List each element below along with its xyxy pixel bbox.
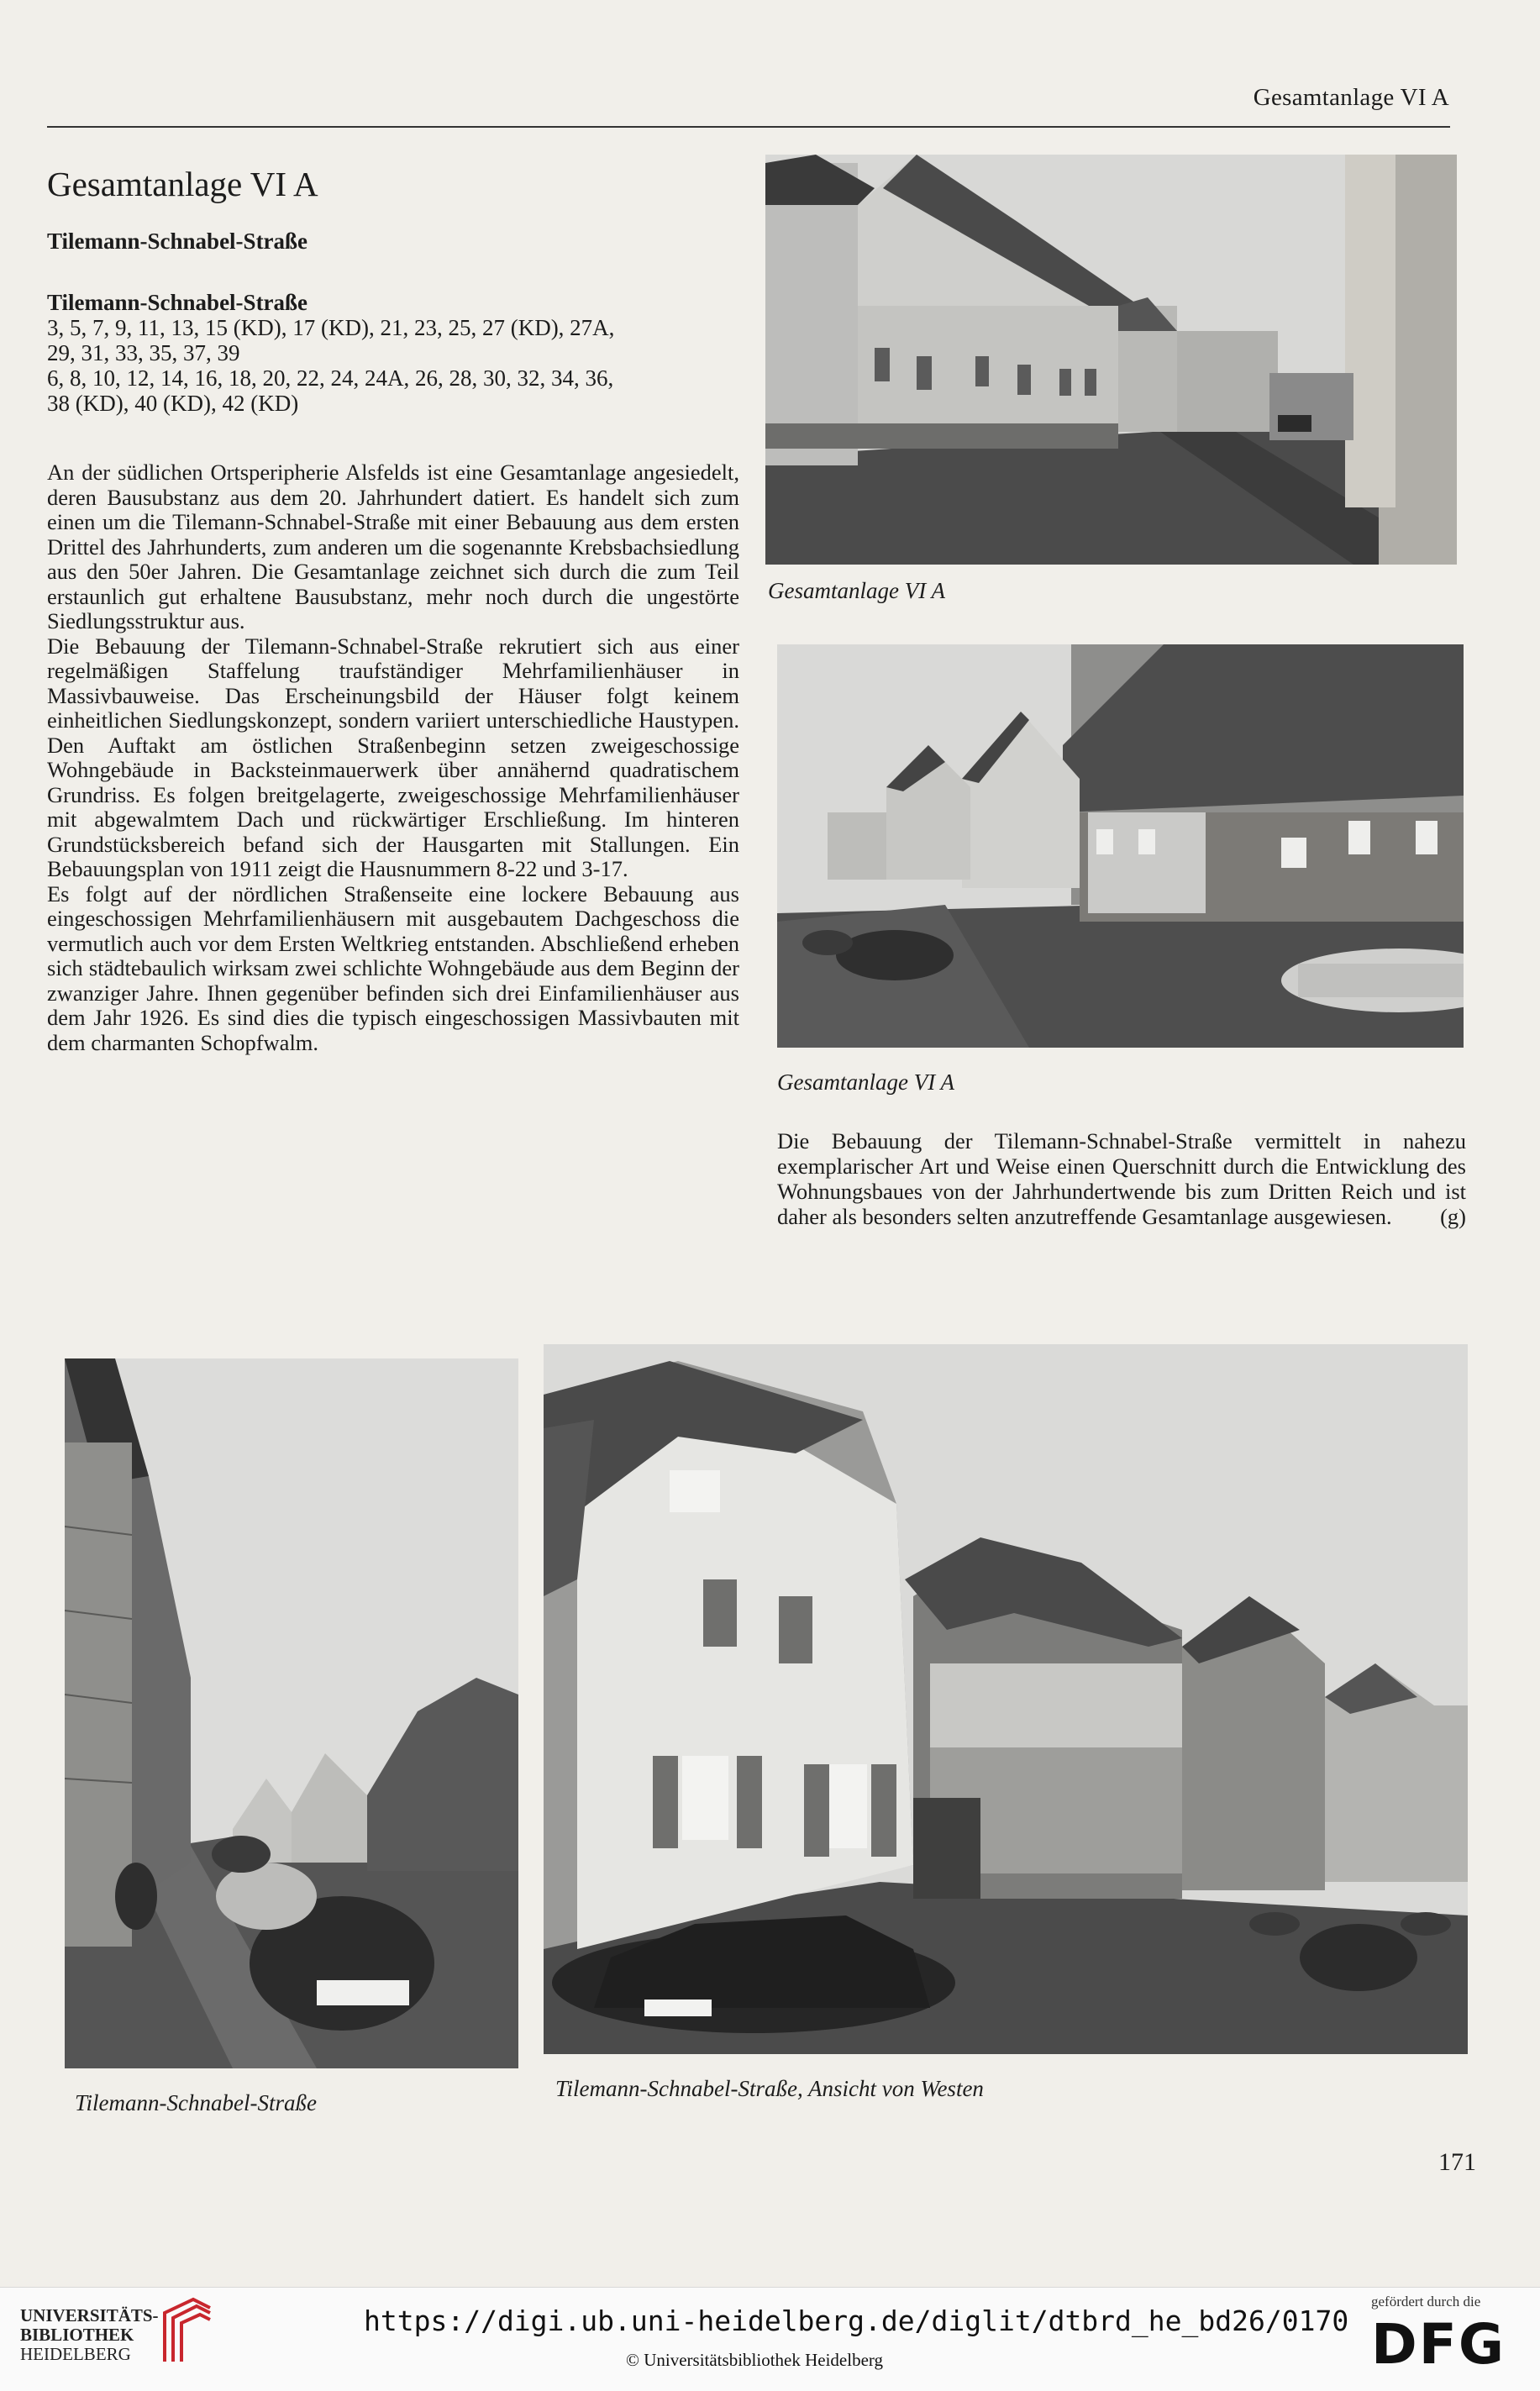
author-sigil: (g) [1440, 1204, 1466, 1229]
page-title: Gesamtanlage VI A [47, 165, 318, 203]
address-line: 6, 8, 10, 12, 14, 16, 18, 20, 22, 24, 24A, 26, 28, 30, 32, 34, 36, [47, 365, 614, 391]
right-column-text [777, 1128, 1466, 1229]
photo-caption-2: Gesamtanlage VI A [777, 1069, 954, 1095]
photo-caption-4: Tilemann-Schnabel-Straße, Ansicht von Westen [555, 2076, 984, 2101]
funding-note: gefördert durch die [1371, 2294, 1481, 2310]
library-logo-icon [160, 2296, 215, 2363]
photo-caption-3: Tilemann-Schnabel-Straße [75, 2090, 317, 2115]
viewer-footer [0, 2287, 1540, 2391]
page-number: 171 [1438, 2148, 1476, 2176]
address-line: 29, 31, 33, 35, 37, 39 [47, 340, 240, 365]
library-logo[interactable] [20, 2306, 159, 2364]
body-paragraph: Die Bebauung der Tilemann-Schnabel-Straße rekrutiert sich aus einer regelmäßigen Staffelung traufständiger Mehrfamilienhäuser in Massivbauweise. Das Erscheinungsbild der Häuser folgt keinem einheitlichen Siedlungskonzept, sondern variiert unterschiedliche Haustypen. Den Auftakt am östlichen Straßenbeginn setzen zweigeschossige Wohngebäude in Backsteinmauerwerk über annähernd quadratischem Grundriss. Es folgen breitgelagerte, zweigeschossige Mehrfamilienhäuser mit abgewalmtem Dach und rückwärtiger Erschließung. Im hinteren Grundstücksbereich befand sich der Hausgarten mit Stallungen. Ein Bebauungsplan von 1911 zeigt die Hausnummern 8-22 und 3-17. [47, 633, 739, 881]
street-photo-1 [765, 155, 1457, 565]
dfg-logo[interactable]: DFG [1371, 2312, 1506, 2377]
address-line: 3, 5, 7, 9, 11, 13, 15 (KD), 17 (KD), 21, 23, 25, 27 (KD), 27A, [47, 315, 615, 340]
running-head: Gesamtanlage VI A [1253, 84, 1449, 111]
library-name-line: HEIDELBERG [20, 2344, 131, 2364]
library-name-line: UNIVERSITÄTS- [20, 2305, 159, 2325]
page-subtitle: Tilemann-Schnabel-Straße [47, 229, 308, 254]
address-block [47, 290, 744, 416]
body-text [47, 460, 739, 1055]
street-photo-2 [777, 644, 1464, 1048]
street-photo-3 [65, 1358, 518, 2068]
street-photo-4 [544, 1344, 1468, 2054]
photo-caption-1: Gesamtanlage VI A [768, 578, 945, 603]
address-heading: Tilemann-Schnabel-Straße [47, 290, 308, 315]
body-paragraph: Es folgt auf der nördlichen Straßenseite eine lockere Bebauung aus eingeschossigen Mehrfamilienhäusern mit ausgebautem Dachgeschoss die vermutlich auch vor dem Ersten Weltkrieg entstanden. Abschließend erheben sich städtebaulich wirksam zwei schlichte Wohngebäude aus dem Beginn der zwanziger Jahre. Ihnen gegenüber befinden sich drei Einfamilienhäuser aus dem Jahr 1926. Es sind dies die typisch eingeschossigen Massivbauten mit dem charmanten Schopfwalm. [47, 880, 739, 1055]
copyright-notice: © Universitätsbibliothek Heidelberg [626, 2350, 884, 2370]
header-rule [47, 126, 1450, 128]
library-name-line: BIBLIOTHEK [20, 2325, 134, 2345]
address-line: 38 (KD), 40 (KD), 42 (KD) [47, 391, 299, 416]
document-url-link[interactable]: https://digi.ub.uni-heidelberg.de/diglit/dtbrd_he_bd26/0170 [364, 2304, 1349, 2337]
body-paragraph: An der südlichen Ortsperipherie Alsfelds ist eine Gesamtanlage angesiedelt, deren Bausubstanz aus dem 20. Jahrhundert datiert. Es handelt sich zum einen um die Tilemann-Schnabel-Straße mit einer Bebauung aus dem ersten Drittel des Jahrhunderts, zum anderen um die sogenannte Krebsbachsiedlung aus den 50er Jahren. Die Gesamtanlage zeichnet sich durch die zum Teil erstaunlich gut erhaltene Bausubstanz, mehr noch durch die ungestörte Siedlungsstruktur aus. [47, 460, 739, 633]
right-paragraph: Die Bebauung der Tilemann-Schnabel-Straße vermittelt in nahezu exemplarischer Art und Weise einen Querschnitt durch die Entwicklung des Wohnungsbaues von der Jahrhundertwende bis zum Dritten Reich und ist daher als besonders selten anzutreffende Gesamtanlage ausgewiesen. [777, 1128, 1466, 1229]
